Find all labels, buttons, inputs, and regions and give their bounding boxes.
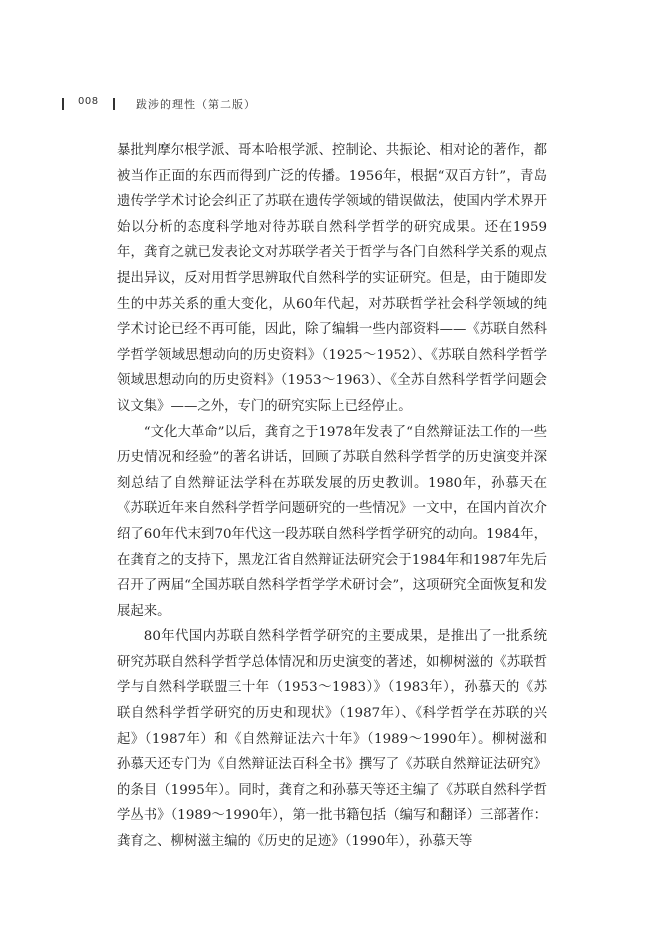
header-rule-left xyxy=(62,98,64,110)
running-header xyxy=(62,96,562,114)
paragraph: 80年代国内苏联自然科学哲学研究的主要成果，是推出了一批系统研究苏联自然科学哲学总体情况和历史演变的著述，如柳树滋的《苏联哲学与自然科学联盟三十年（1953～1983）》（1983年），孙慕天的《苏联自然科学哲学研究的历史和现状》（1987年）、《科学哲学在苏联的兴起》（1987年）和《自然辩证法六十年》（1989～1990年）。柳树滋和孙慕天还专门为《自然辩证法百科全书》撰写了《苏联自然辩证法研究》的条目（1995年）。同时，龚育之和孙慕天等还主编了《苏联自然科学哲学丛书》（1989～1990年），第一批书籍包括（编写和翻译）三部著作：龚育之、柳树滋主编的《历史的足迹》（1990年），孙慕天等 xyxy=(117,629,547,850)
page-number: 008 xyxy=(78,96,99,107)
body-text xyxy=(117,138,547,855)
paragraph-continued: 暴批判摩尔根学派、哥本哈根学派、控制论、共振论、相对论的著作，都被当作正面的东西而得到广泛的传播。1956年，根据“双百方针”，青岛遗传学学术讨论会纠正了苏联在遗传学领域的错误做法，使国内学术界开始以分析的态度科学地对待苏联自然科学哲学的研究成果。还在1959年，龚育之就已发表论文对苏联学者关于哲学与各门自然科学关系的观点提出异议，反对用哲学思辨取代自然科学的实证研究。但是，由于随即发生的中苏关系的重大变化，从60年代起，对苏联哲学社会科学领域的纯学术讨论已经不再可能，因此，除了编辑一些内部资料——《苏联自然科学哲学领域思想动向的历史资料》（1925～1952）、《苏联自然科学哲学领域思想动向的历史资料》（1953～1963）、《全苏自然科学哲学问题会议文集》——之外，专门的研究实际上已经停止。 xyxy=(117,143,547,414)
paragraph: “文化大革命”以后，龚育之于1978年发表了“自然辩证法工作的一些历史情况和经验”的著名讲话，回顾了苏联自然科学哲学的历史演变并深刻总结了自然辩证法学科在苏联发展的历史教训。1980年，孙慕天在《苏联近年来自然科学哲学问题研究的一些情况》一文中，在国内首次介绍了60年代末到70年代这一段苏联自然科学哲学研究的动向。1984年，在龚育之的支持下，黑龙江省自然辩证法研究会于1984年和1987年先后召开了两届“全国苏联自然科学哲学学术研讨会”，这项研究全面恢复和发展起来。 xyxy=(117,424,547,619)
book-title: 跋涉的理性（第二版） xyxy=(136,98,256,111)
header-rule-right xyxy=(113,98,115,110)
